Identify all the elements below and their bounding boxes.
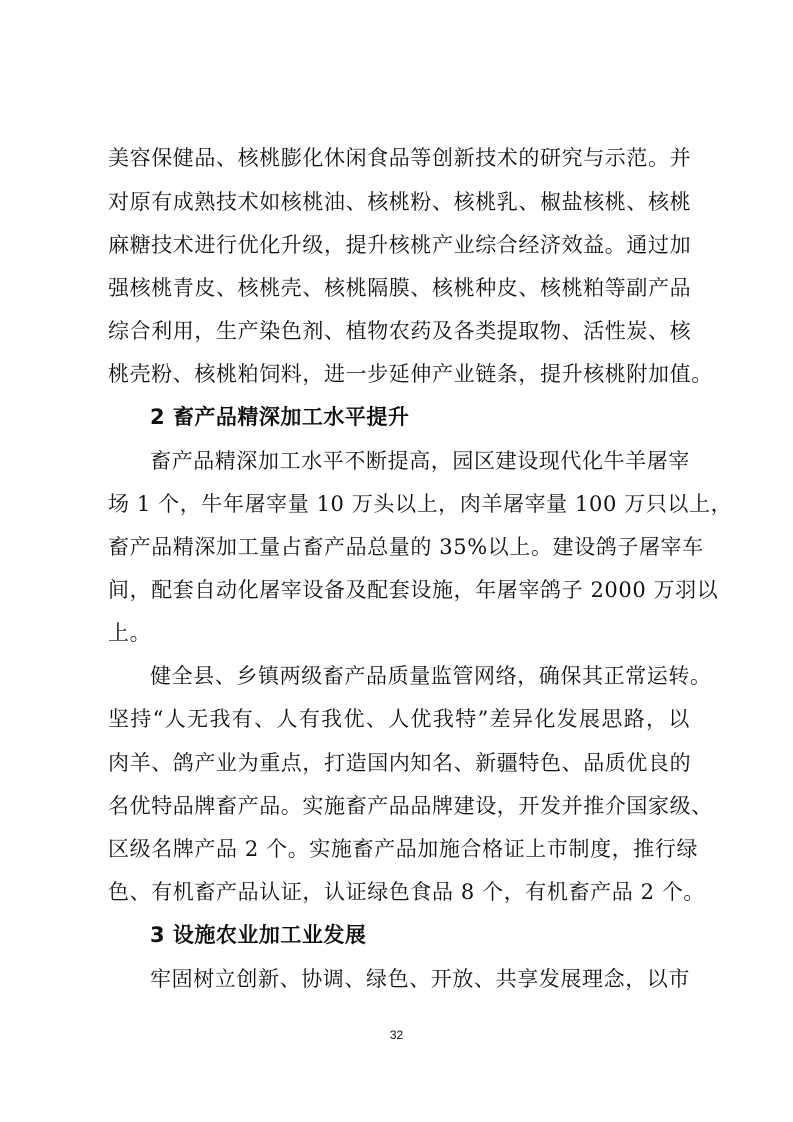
paragraph-line: 场 1 个，牛年屠宰量 10 万头以上，肉羊屠宰量 100 万只以上，	[108, 492, 733, 516]
paragraph-line: 综合利用，生产染色剂、植物农药及各类提取物、活性炭、核	[108, 319, 692, 343]
paragraph-line: 畜产品精深加工水平不断提高，园区建设现代化牛羊屠宰	[150, 449, 690, 473]
paragraph-line: 健全县、乡镇两级畜产品质量监管网络，确保其正常运转。	[150, 664, 712, 688]
paragraph-line: 强核桃青皮、核桃壳、核桃隔膜、核桃种皮、核桃粕等副产品	[108, 276, 692, 300]
paragraph-line: 坚持“人无我有、人有我优、人优我特”差异化发展思路，以	[108, 707, 690, 731]
paragraph-line: 麻糖技术进行优化升级，提升核桃产业综合经济效益。通过加	[108, 233, 692, 257]
paragraph-line: 牢固树立创新、协调、绿色、开放、共享发展理念，以市	[150, 967, 690, 991]
page-number: 32	[389, 1028, 404, 1042]
paragraph-line: 桃壳粉、核桃粕饲料，进一步延伸产业链条，提升核桃附加值。	[108, 362, 713, 386]
paragraph-line: 肉羊、鸽产业为重点，打造国内知名、新疆特色、品质优良的	[108, 751, 692, 775]
paragraph-line: 色、有机畜产品认证，认证绿色食品 8 个，有机畜产品 2 个。	[108, 880, 706, 904]
paragraph-line: 名优特品牌畜产品。实施畜产品品牌建设，开发并推介国家级、	[108, 794, 713, 818]
paragraph-line: 间，配套自动化屠宰设备及配套设施，年屠宰鸽子 2000 万羽以	[108, 578, 719, 602]
paragraph-line: 畜产品精深加工量占畜产品总量的 35%以上。建设鸽子屠宰车	[108, 535, 704, 559]
paragraph-line: 上。	[108, 621, 152, 645]
section-heading: 2 畜产品精深加工水平提升	[150, 405, 410, 429]
paragraph-line: 美容保健品、核桃膨化休闲食品等创新技术的研究与示范。并	[108, 146, 692, 170]
paragraph-line: 对原有成熟技术如核桃油、核桃粉、核桃乳、椒盐核桃、核桃	[108, 190, 692, 214]
paragraph-line: 区级名牌产品 2 个。实施畜产品加施合格证上市制度，推行绿	[108, 837, 699, 861]
section-heading: 3 设施农业加工业发展	[150, 923, 367, 947]
